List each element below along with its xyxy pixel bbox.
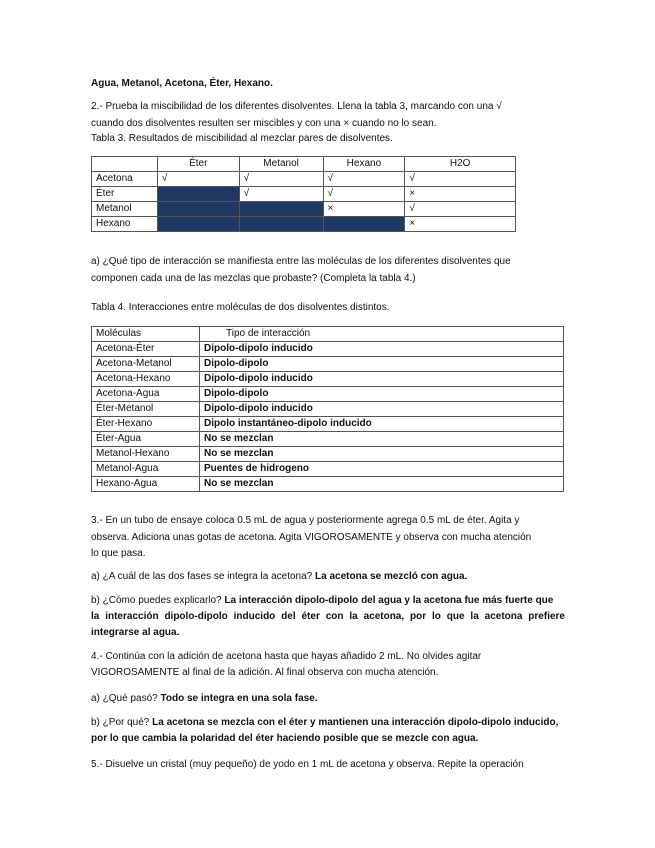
- question: b) ¿Cómo puedes explicarlo?: [91, 595, 225, 606]
- q2-text-line1: 2.- Prueba la miscibilidad de los diferentes disolventes. Llena la tabla 3, marcando con una √: [91, 101, 502, 112]
- interaction-type: Puentes de hidrogeno: [200, 462, 564, 477]
- q4-line1: 4.- Continúa con la adición de acetona hasta que hayas añadido 2 mL. No olvides agitar: [91, 651, 482, 662]
- table-row: [92, 462, 564, 477]
- cell: ×: [405, 217, 516, 232]
- answer: por lo que cambia la polaridad del éter haciendo posible que se mezcle con agua.: [91, 733, 479, 744]
- shaded-cell: [239, 202, 323, 217]
- row-label: Hexano: [92, 217, 158, 232]
- molecule-pair: Acetona-Metanol: [92, 357, 200, 372]
- molecule-pair: Éter-Metanol: [92, 402, 200, 417]
- table4-header-row: [92, 327, 564, 342]
- table3-header: Hexano: [323, 157, 405, 172]
- row-label: Éter: [92, 187, 158, 202]
- answer: La acetona se mezcló con agua.: [315, 571, 468, 582]
- answer: integrarse al agua.: [91, 627, 180, 638]
- table3-miscibility: [91, 156, 516, 232]
- table-row: [92, 402, 564, 417]
- cell: √: [405, 172, 516, 187]
- question: b) ¿Por qué?: [91, 717, 153, 728]
- table-row: [92, 477, 564, 492]
- q2a-line1: a) ¿Qué tipo de interacción se manifiesta entre las moléculas de los diferentes disolventes que: [91, 256, 511, 267]
- row-label: Metanol: [92, 202, 158, 217]
- table3-header: Éter: [157, 157, 239, 172]
- interaction-type: Dipolo-dipolo inducido: [200, 372, 564, 387]
- cell: √: [239, 187, 323, 202]
- table4-caption: Tabla 4. Interacciones entre moléculas de dos disolventes distintos.: [91, 302, 390, 313]
- interaction-type: No se mezclan: [200, 432, 564, 447]
- q3-line2: observa. Adiciona unas gotas de acetona. Agita VIGOROSAMENTE y observa con mucha atención: [91, 532, 532, 543]
- table-row: [92, 187, 516, 202]
- molecule-pair: Acetona-Hexano: [92, 372, 200, 387]
- molecule-pair: Hexano-Agua: [92, 477, 200, 492]
- table-row: [92, 342, 564, 357]
- molecule-pair: Acetona-Agua: [92, 387, 200, 402]
- cell: ×: [323, 202, 405, 217]
- question: a) ¿A cuál de las dos fases se integra la acetona?: [91, 571, 316, 582]
- q3b-line1: [91, 594, 553, 608]
- q4-line2: VIGOROSAMENTE al final de la adición. Al final observa con mucha atención.: [91, 667, 439, 678]
- cell: √: [323, 187, 405, 202]
- answer: La acetona se mezcla con el éter y mantienen una interacción dipolo-dipolo inducido,: [152, 717, 559, 728]
- q3-line1: 3.- En un tubo de ensaye coloca 0.5 mL de agua y posteriormente agrega 0.5 mL de éter. Agita y: [91, 515, 520, 526]
- table4-header: Tipo de interacción: [200, 327, 564, 342]
- answer: la interacción dipolo-dipolo inducido del éter con la acetona, por lo que la acetona prefiere: [91, 611, 565, 622]
- question: a) ¿Qué pasó?: [91, 693, 161, 704]
- interaction-type: Dipolo instantáneo-dipolo inducido: [200, 417, 564, 432]
- interaction-type: Dipolo-dipolo: [200, 357, 564, 372]
- q5-line1: 5.- Disuelve un cristal (muy pequeño) de yodo en 1 mL de acetona y observa. Repite la operación: [91, 759, 524, 770]
- shaded-cell: [157, 217, 239, 232]
- q2-text-line2: cuando dos disolventes resulten ser miscibles y con una × cuando no lo sean.: [91, 118, 437, 129]
- molecule-pair: Éter-Agua: [92, 432, 200, 447]
- shaded-cell: [157, 202, 239, 217]
- table3-header: [92, 157, 158, 172]
- table-row: [92, 357, 564, 372]
- q4b-line1: [91, 716, 558, 730]
- molecule-pair: Acetona-Éter: [92, 342, 200, 357]
- table3-header-row: [92, 157, 516, 172]
- answer: Todo se integra en una sola fase.: [160, 693, 318, 704]
- molecule-pair: Éter-Hexano: [92, 417, 200, 432]
- table-row: [92, 372, 564, 387]
- table-row: [92, 172, 516, 187]
- table3-header: Metanol: [239, 157, 323, 172]
- table-row: [92, 432, 564, 447]
- cell: √: [239, 172, 323, 187]
- cell: √: [405, 202, 516, 217]
- cell: √: [157, 172, 239, 187]
- interaction-type: No se mezclan: [200, 447, 564, 462]
- q3a: [91, 570, 467, 584]
- q3-line3: lo que pasa.: [91, 548, 146, 559]
- interaction-type: Dipolo-dipolo inducido: [200, 342, 564, 357]
- table3-header: H2O: [405, 157, 516, 172]
- table3-caption: Tabla 3. Resultados de miscibilidad al mezclar pares de disolventes.: [91, 133, 393, 144]
- shaded-cell: [239, 217, 323, 232]
- interaction-type: Dipolo-dipolo: [200, 387, 564, 402]
- table-row: [92, 387, 564, 402]
- table4-interactions: [91, 326, 564, 492]
- table-row: [92, 202, 516, 217]
- answer: La interacción dipolo-dipolo del agua y la acetona fue más fuerte que: [224, 595, 554, 606]
- shaded-cell: [323, 217, 405, 232]
- table4-header: Moléculas: [92, 327, 200, 342]
- row-label: Acetona: [92, 172, 158, 187]
- table-row: [92, 447, 564, 462]
- table-row: [92, 217, 516, 232]
- interaction-type: No se mezclan: [200, 477, 564, 492]
- interaction-type: Dipolo-dipolo inducido: [200, 402, 564, 417]
- q4a: [91, 692, 318, 706]
- shaded-cell: [157, 187, 239, 202]
- q2a-line2: componen cada una de las mezclas que probaste? (Completa la tabla 4.): [91, 273, 416, 284]
- cell: ×: [405, 187, 516, 202]
- solvents-heading: Agua, Metanol, Acetona, Éter, Hexano.: [91, 78, 273, 89]
- cell: √: [323, 172, 405, 187]
- molecule-pair: Metanol-Agua: [92, 462, 200, 477]
- molecule-pair: Metanol-Hexano: [92, 447, 200, 462]
- table-row: [92, 417, 564, 432]
